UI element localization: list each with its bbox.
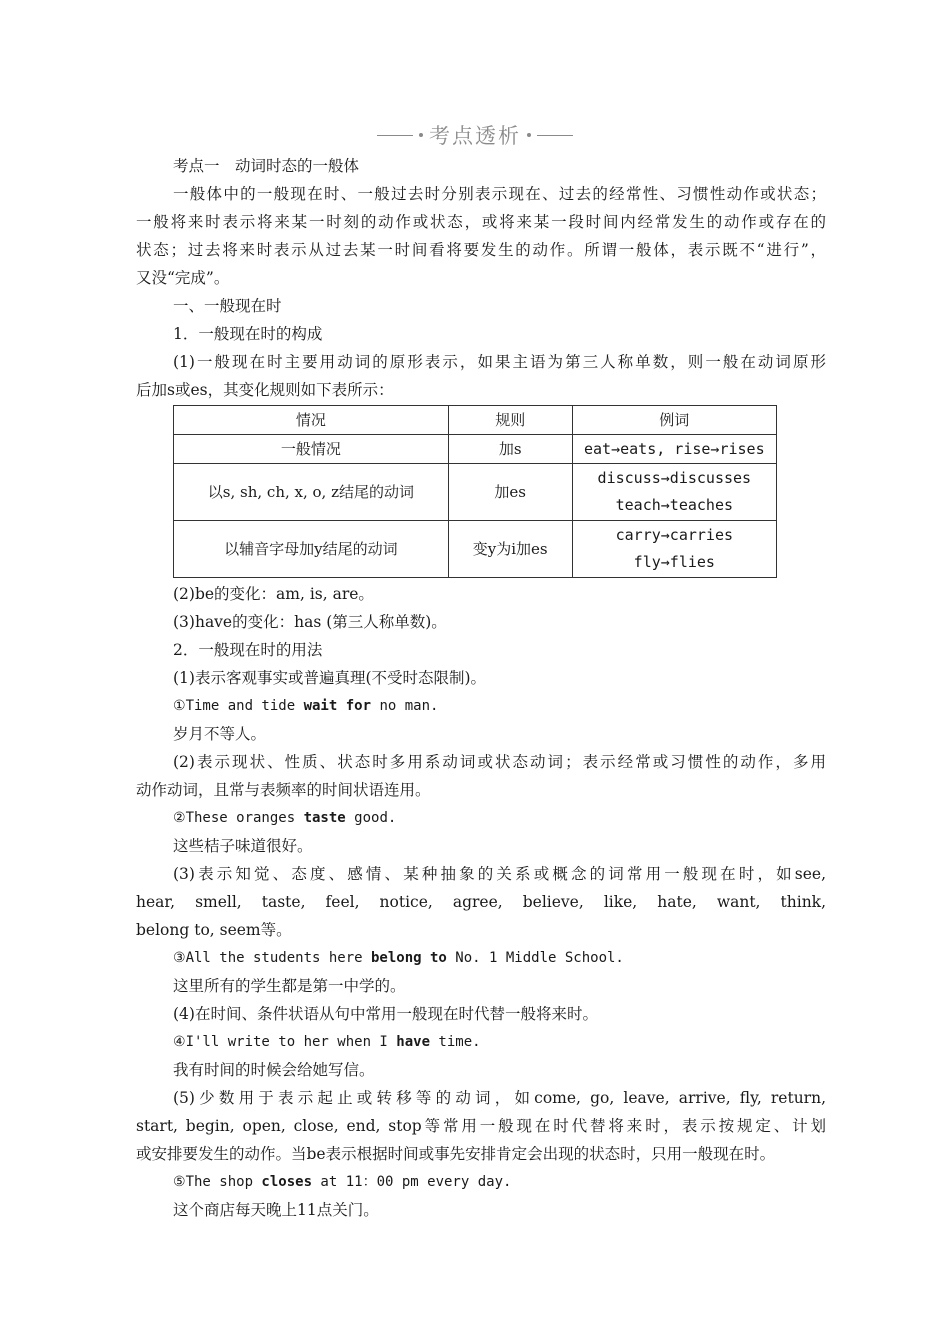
paragraph-line: (2)be的变化：am, is, are。 bbox=[173, 585, 374, 603]
example-text: No. 1 Middle School. bbox=[446, 950, 624, 966]
header-dot-right bbox=[527, 133, 531, 137]
example-text: time. bbox=[430, 1034, 481, 1050]
example-number: ① bbox=[173, 698, 186, 714]
table-cell-case: 以辅音字母加y结尾的动词 bbox=[174, 521, 449, 578]
example-translation: 这个商店每天晚上11点关门。 bbox=[173, 1201, 379, 1219]
example-number: ② bbox=[173, 810, 186, 826]
example-text: Time and tide bbox=[185, 698, 304, 714]
table-cell-case: 一般情况 bbox=[174, 435, 449, 464]
document-body bbox=[136, 152, 826, 1224]
usage-line: (1)表示客观事实或普遍真理(不受时态限制)。 bbox=[173, 669, 487, 687]
header-rule-right bbox=[537, 135, 573, 136]
usage-line: (5)少数用于表示起止或转移等的动词，如come, go, leave, arrive, fly, return, bbox=[173, 1089, 826, 1107]
example-sentence bbox=[136, 692, 826, 720]
intro-line: 一般将来时表示将来某一时刻的动作或状态，或将来某一段时间内经常发生的动作或存在的 bbox=[136, 213, 826, 231]
usage-line: hear, smell, taste, feel, notice, agree, believe, like, hate, want, think, bbox=[136, 893, 826, 911]
example-sentence bbox=[136, 1168, 826, 1196]
example-text: I'll write to her when I bbox=[185, 1034, 397, 1050]
subsection-title: 2．一般现在时的用法 bbox=[173, 641, 323, 659]
table-cell-example: fly→flies bbox=[633, 553, 715, 571]
part-title: 一、一般现在时 bbox=[173, 297, 282, 315]
example-number: ③ bbox=[173, 950, 186, 966]
usage-line: (2)表示现状、性质、状态时多用系动词或状态动词；表示经常或习惯性的动作，多用 bbox=[173, 753, 826, 771]
table-cell-example: carry→carries bbox=[615, 526, 734, 544]
table-cell-example: discuss→discusses bbox=[597, 469, 752, 487]
usage-line: (4)在时间、条件状语从句中常用一般现在时代替一般将来时。 bbox=[173, 1005, 598, 1023]
table-cell-example-group bbox=[572, 464, 776, 521]
example-text: All the students here bbox=[185, 950, 371, 966]
example-sentence bbox=[136, 804, 826, 832]
table-cell-case: 以s, sh, ch, x, o, z结尾的动词 bbox=[174, 464, 449, 521]
table-cell-example-group bbox=[572, 521, 776, 578]
table-header: 规则 bbox=[448, 406, 572, 435]
table-cell-rule: 加s bbox=[448, 435, 572, 464]
paragraph-line: (3)have的变化：has (第三人称单数)。 bbox=[173, 613, 447, 631]
header-dot-left bbox=[419, 133, 423, 137]
example-keyword: belong to bbox=[371, 950, 447, 966]
intro-line: 状态；过去将来时表示从过去某一时间看将要发生的动作。所谓一般体，表示既不“进行”， bbox=[136, 241, 826, 259]
usage-line: belong to, seem等。 bbox=[136, 921, 292, 939]
example-keyword: have bbox=[396, 1034, 430, 1050]
example-keyword: taste bbox=[303, 810, 346, 826]
section-header bbox=[0, 120, 950, 150]
usage-line: 或安排要发生的动作。当be表示根据时间或事先安排肯定会出现的状态时，只用一般现在时。 bbox=[136, 1145, 776, 1163]
table-row bbox=[174, 464, 777, 521]
header-title: 考点透析 bbox=[429, 124, 521, 148]
subsection-title: 1．一般现在时的构成 bbox=[173, 325, 323, 343]
table-header-row bbox=[174, 406, 777, 435]
example-translation: 这些桔子味道很好。 bbox=[173, 837, 313, 855]
example-translation: 岁月不等人。 bbox=[173, 725, 267, 743]
table-cell-example: teach→teaches bbox=[615, 496, 734, 514]
example-text: at 11：00 pm every day. bbox=[312, 1174, 512, 1190]
conjugation-rules-table bbox=[173, 405, 777, 578]
example-text: no man. bbox=[371, 698, 439, 714]
usage-line: (3)表示知觉、态度、感情、某种抽象的关系或概念的词常用一般现在时，如see, bbox=[173, 865, 826, 883]
usage-line: start, begin, open, close, end, stop等常用一般现在时代替将来时，表示按规定、计划 bbox=[136, 1117, 826, 1135]
header-rule-left bbox=[377, 135, 413, 136]
example-keyword: closes bbox=[261, 1174, 312, 1190]
table-row bbox=[174, 521, 777, 578]
section-title: 考点一 动词时态的一般体 bbox=[173, 157, 360, 175]
example-keyword: wait for bbox=[303, 698, 372, 714]
example-text: The shop bbox=[185, 1174, 262, 1190]
table-row bbox=[174, 435, 777, 464]
example-number: ④ bbox=[173, 1034, 186, 1050]
usage-line: 动作动词，且常与表频率的时间状语连用。 bbox=[136, 781, 431, 799]
table-header: 情况 bbox=[174, 406, 449, 435]
example-text: These oranges bbox=[185, 810, 304, 826]
example-translation: 我有时间的时候会给她写信。 bbox=[173, 1061, 375, 1079]
example-translation: 这里所有的学生都是第一中学的。 bbox=[173, 977, 406, 995]
example-text: good. bbox=[345, 810, 397, 826]
paragraph-line: 后加s或es，其变化规则如下表所示： bbox=[136, 381, 394, 399]
example-number: ⑤ bbox=[173, 1174, 186, 1190]
intro-line: 一般体中的一般现在时、一般过去时分别表示现在、过去的经常性、习惯性动作或状态； bbox=[173, 185, 826, 203]
intro-line: 又没“完成”。 bbox=[136, 269, 230, 287]
table-cell-example: eat→eats, rise→rises bbox=[572, 435, 776, 464]
table-cell-rule: 变y为i加es bbox=[448, 521, 572, 578]
example-sentence bbox=[136, 1028, 826, 1056]
example-sentence bbox=[136, 944, 826, 972]
table-cell-rule: 加es bbox=[448, 464, 572, 521]
table-header: 例词 bbox=[572, 406, 776, 435]
paragraph-line: (1)一般现在时主要用动词的原形表示，如果主语为第三人称单数，则一般在动词原形 bbox=[173, 353, 826, 371]
